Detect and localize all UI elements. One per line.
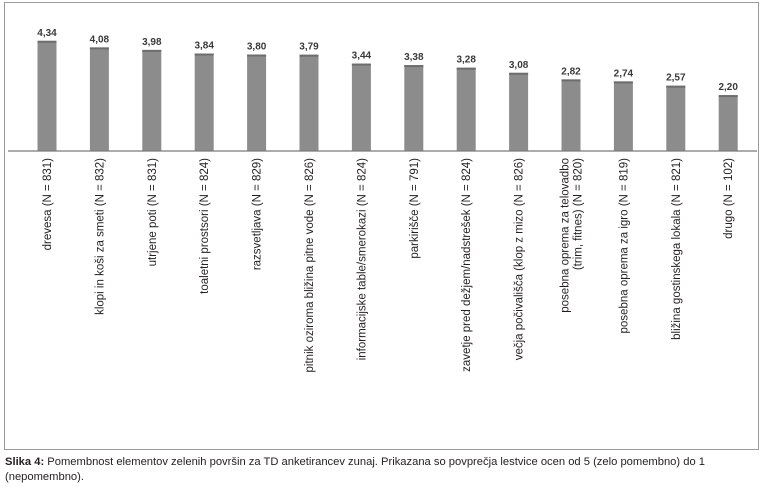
- bar-2: [90, 47, 109, 151]
- bar-top-edge-9: [457, 68, 476, 70]
- category-label-2: klopi in koši za smeti (N = 832): [94, 158, 107, 315]
- bar-3: [142, 50, 161, 151]
- value-label-9: 3,28: [456, 54, 476, 66]
- bar-top-edge-14: [719, 95, 738, 97]
- category-label-10: večja počivališča (klop z mizo (N = 826): [513, 158, 526, 361]
- value-label-7: 3,44: [351, 50, 372, 62]
- category-label-9: zavetje pred dežjem/nadstrešek (N = 824): [461, 158, 474, 372]
- bar-6: [300, 55, 319, 151]
- bar-top-edge-10: [509, 73, 528, 75]
- category-label-3: utrjene poti (N = 831): [146, 157, 159, 267]
- bar-top-edge-8: [404, 65, 423, 67]
- bar-chart: [5, 3, 760, 451]
- bar-top-edge-4: [195, 54, 214, 56]
- bar-top-edge-5: [247, 55, 266, 57]
- bar-1: [38, 41, 57, 151]
- caption-text: Pomembnost elementov zelenih površin za TD anketirancev zunaj. Prikazana so povprečja lestvice ocen od 5 (zelo pomembno) do 1 (nepomembno).: [5, 456, 706, 483]
- bar-14: [719, 95, 738, 151]
- value-label-10: 3,08: [508, 59, 529, 71]
- value-label-2: 4,08: [89, 34, 110, 46]
- bar-12: [614, 81, 633, 151]
- category-labels-layer: [42, 158, 735, 373]
- category-label-14: drugo (N = 102): [723, 158, 736, 239]
- category-label-4: toaletni prostsori (N = 824): [199, 158, 212, 294]
- figure-frame: [4, 2, 759, 450]
- bar-13: [666, 86, 685, 151]
- category-label-7: informacijske table/smerokazi (N = 824): [356, 158, 369, 361]
- value-label-12: 2,74: [613, 68, 634, 80]
- bar-top-edge-2: [90, 47, 109, 49]
- category-label-12: posebna oprema za igro (N = 819): [618, 158, 631, 334]
- bar-8: [404, 65, 423, 151]
- bar-top-edge-11: [562, 79, 581, 81]
- category-label-13: bližina gostinskega lokala (N = 821): [670, 158, 683, 340]
- category-label-6: pitnik oziroma bližina pitne vode (N = 826): [304, 158, 316, 373]
- bar-top-edge-6: [300, 55, 319, 57]
- value-label-6: 3,79: [299, 41, 319, 53]
- value-label-1: 4,34: [37, 27, 57, 39]
- bars-layer: [38, 41, 738, 151]
- value-label-8: 3,38: [404, 52, 424, 64]
- figure-caption: [5, 455, 757, 485]
- value-label-4: 3,84: [194, 40, 214, 52]
- value-label-13: 2,57: [666, 72, 686, 84]
- value-label-11: 2,82: [561, 66, 581, 78]
- bar-9: [457, 68, 476, 151]
- category-label-11-line-2: (trim, fitnes) (N = 820): [572, 158, 585, 271]
- bar-11: [562, 79, 581, 151]
- category-label-1: drevesa (N = 831): [42, 158, 54, 251]
- bar-10: [509, 73, 528, 151]
- caption-label: Slika 4:: [5, 456, 45, 468]
- category-label-11-line-1: posebna oprema za telovadbo: [559, 158, 572, 313]
- bar-top-edge-12: [614, 81, 633, 83]
- bar-7: [352, 64, 371, 151]
- value-label-3: 3,98: [142, 36, 162, 48]
- value-label-5: 3,80: [246, 41, 267, 53]
- category-label-5: razsvetljava (N = 829): [251, 158, 264, 271]
- bar-5: [247, 55, 266, 152]
- category-label-8: parkirišče (N = 791): [408, 158, 421, 259]
- bar-top-edge-7: [352, 64, 371, 66]
- bar-4: [195, 54, 214, 152]
- bar-top-edge-3: [142, 50, 161, 52]
- bar-top-edge-13: [666, 86, 685, 88]
- bar-top-edge-1: [38, 41, 57, 43]
- value-label-14: 2,20: [718, 82, 738, 94]
